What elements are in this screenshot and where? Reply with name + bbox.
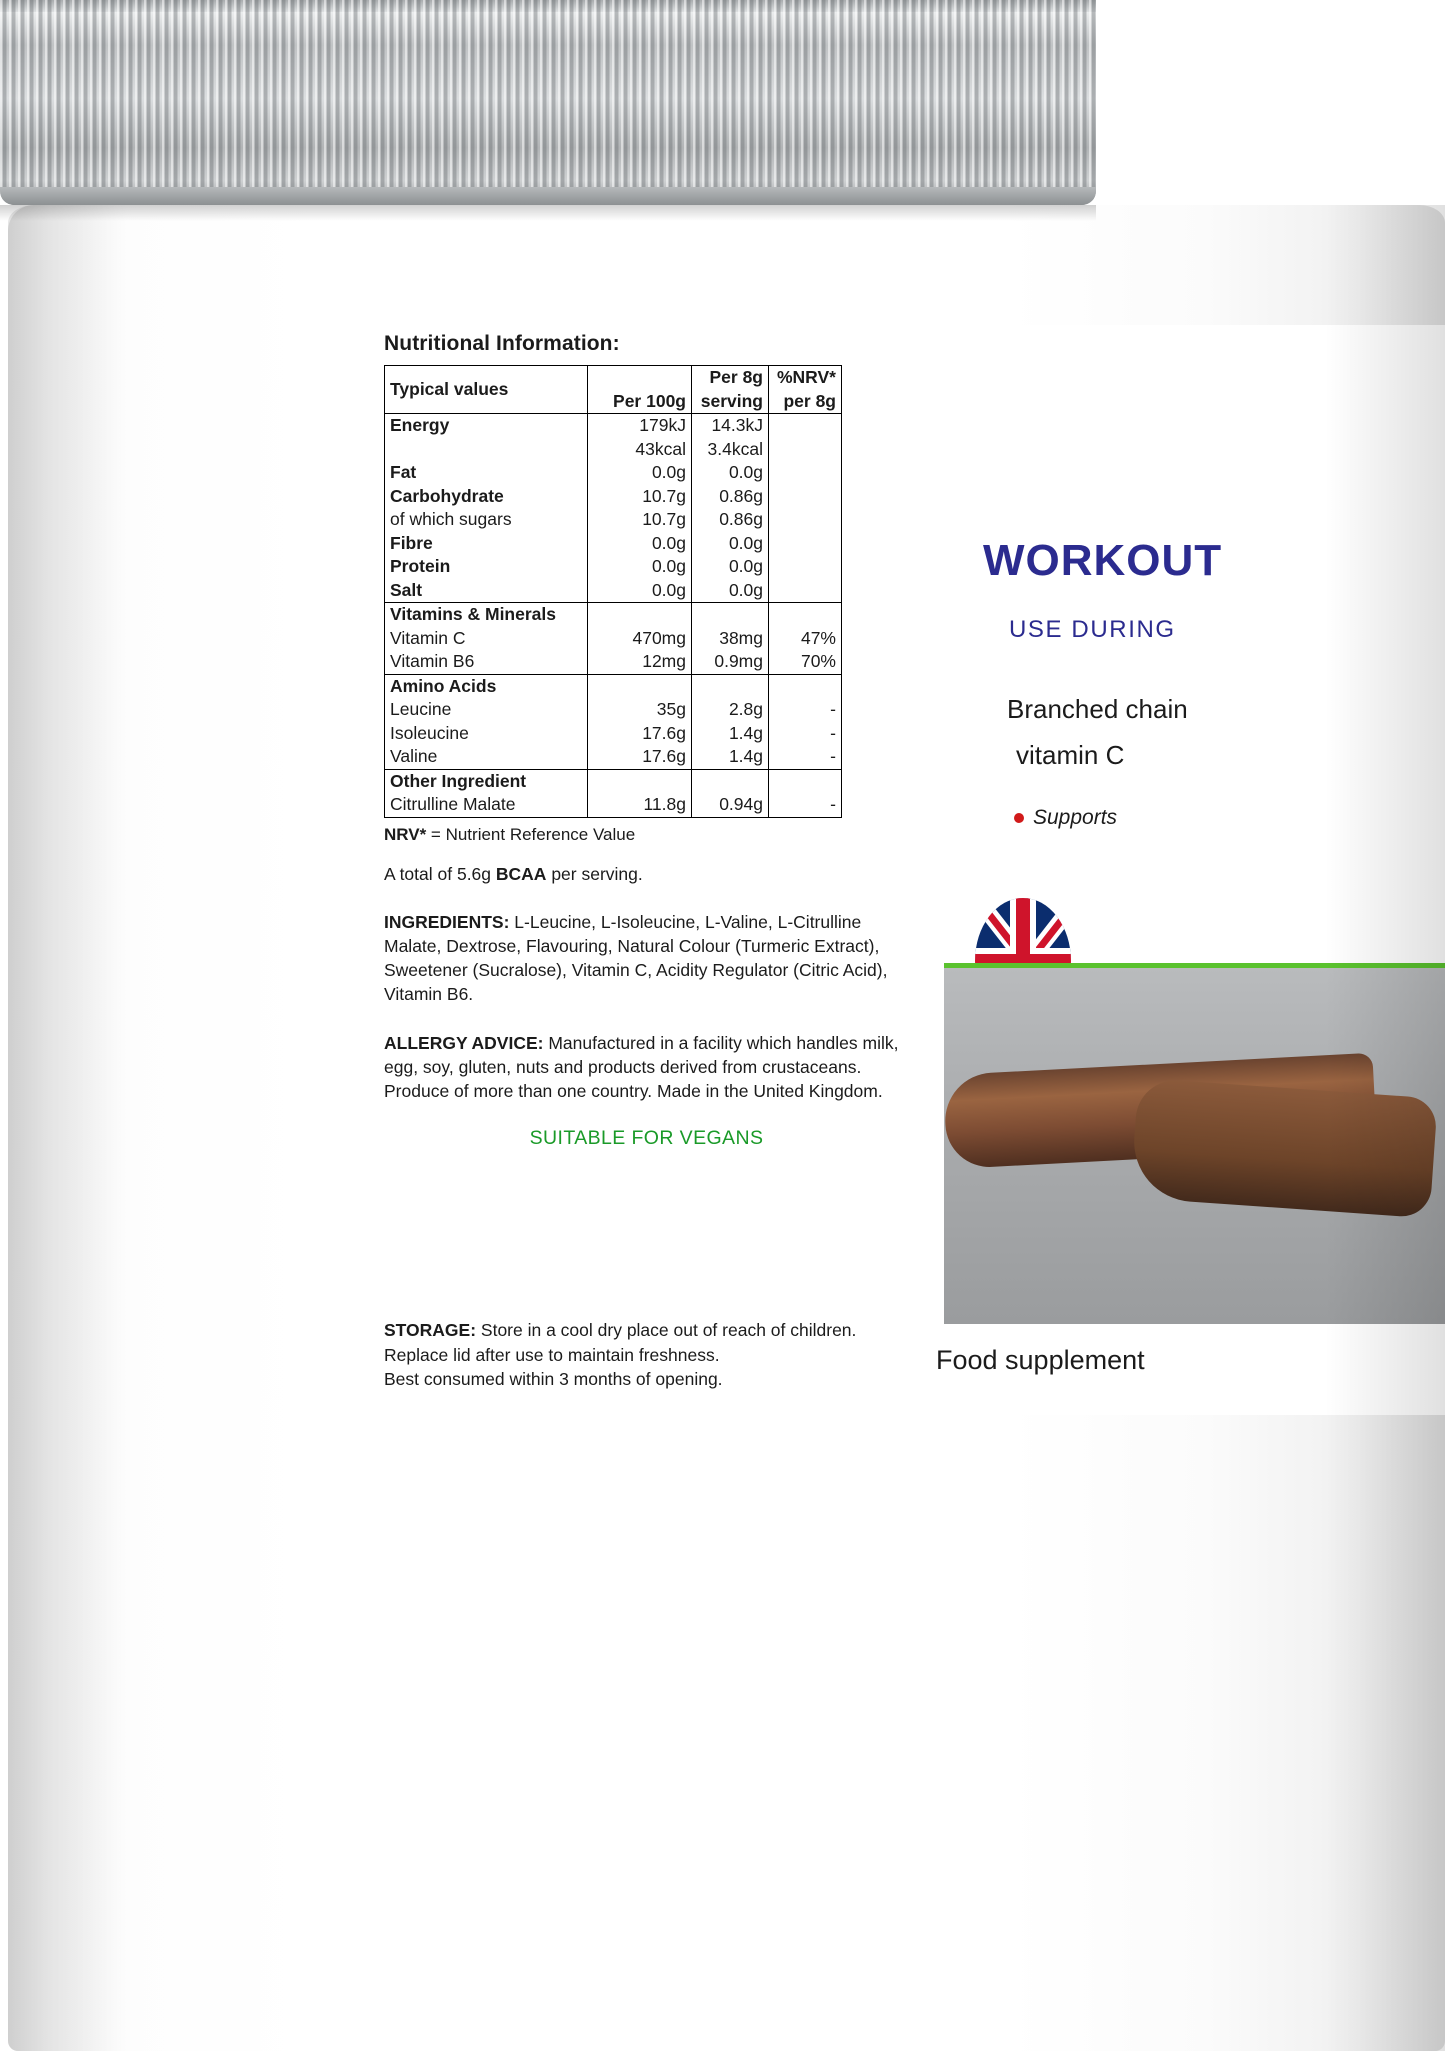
allergy-text: Manufactured in a facility which handles milk, egg, soy, gluten, nuts and products derived from crustaceans. Produce of more than one country. Made in the United Kingdom. (384, 1032, 899, 1101)
header-per-8g (692, 366, 769, 414)
nutrition-panel (384, 332, 914, 1150)
row-per100: 10.7g (588, 485, 692, 509)
row-label: Fat (390, 462, 417, 482)
vitamins-header-spacer2 (692, 603, 769, 627)
row-per100: 0.0g (588, 579, 692, 603)
row-label: Carbohydrate (390, 485, 504, 506)
row-label: Fibre (390, 532, 433, 553)
header-nrv-line1: %NRV* (776, 367, 836, 387)
front-desc-line1: Branched chain (1007, 694, 1188, 724)
row-label: Leucine (390, 699, 452, 719)
row-nrv (769, 485, 842, 509)
row-label: Valine (390, 746, 438, 766)
table-section-header (385, 674, 842, 698)
storage-line1: Store in a cool dry place out of reach of children. (476, 1320, 857, 1340)
row-label: of which sugars (390, 509, 512, 529)
row-per100: 0.0g (588, 555, 692, 579)
row-nrv (769, 579, 842, 603)
row-label: Vitamin C (390, 627, 466, 648)
row-label: Energy (390, 415, 450, 435)
amino-header-spacer (588, 674, 692, 698)
table-row (385, 579, 842, 603)
row-per8: 1.4g (692, 722, 769, 746)
row-per8: 1.4g (692, 745, 769, 769)
bcaa-note-post: per serving. (546, 863, 643, 884)
ingredients-text: L-Leucine, L-Isoleucine, L-Valine, L-Citrulline Malate, Dextrose, Flavouring, Natural Colour (Turmeric Extract), Sweetener (Sucralose), Vitamin C, Acidity Regulator (Citric Acid), Vitamin B6. (384, 911, 888, 1004)
row-per100: 17.6g (588, 745, 692, 769)
storage-line3: Best consumed within 3 months of opening. (384, 1369, 723, 1389)
table-row (385, 414, 842, 438)
table-row (385, 793, 842, 817)
row-per100: 10.7g (588, 508, 692, 532)
amino-header-spacer3 (769, 674, 842, 698)
table-row (385, 627, 842, 651)
bcaa-note-pre: A total of 5.6g (384, 863, 496, 884)
row-label: Salt (390, 579, 423, 600)
row-per8: 38mg (692, 627, 769, 651)
row-per8: 2.8g (692, 698, 769, 722)
row-nrv: 47% (769, 627, 842, 651)
table-row (385, 650, 842, 674)
ingredients-label: INGREDIENTS: (384, 911, 510, 932)
table-row (385, 461, 842, 485)
table-row (385, 722, 842, 746)
front-title: WORKOUT (983, 536, 1223, 585)
jar-lid (0, 0, 1096, 205)
nutrition-heading: Nutritional Information: (384, 332, 620, 355)
row-per100: 11.8g (588, 793, 692, 817)
row-per8: 3.4kcal (692, 438, 769, 462)
header-nrv (769, 366, 842, 414)
row-per8: 0.0g (692, 579, 769, 603)
lid-ribs (0, 0, 1096, 205)
other-header: Other Ingredient (390, 770, 527, 791)
row-nrv: - (769, 722, 842, 746)
table-header-row (385, 366, 842, 414)
row-nrv (769, 438, 842, 462)
table-row (385, 508, 842, 532)
nrv-footnote (384, 825, 914, 845)
bcaa-note (384, 864, 914, 885)
row-per8: 0.86g (692, 485, 769, 509)
storage-paragraph (384, 1318, 924, 1392)
vitamins-header-spacer3 (769, 603, 842, 627)
table-section-header (385, 769, 842, 793)
allergy-label: ALLERGY ADVICE: (384, 1032, 544, 1053)
row-label: Protein (390, 556, 451, 576)
row-label: Citrulline Malate (390, 794, 516, 814)
vitamins-header: Vitamins & Minerals (390, 604, 556, 624)
lid-shadow (0, 205, 1096, 221)
row-per100: 179kJ (588, 414, 692, 438)
row-nrv (769, 532, 842, 556)
food-supplement-text: Food supplement (936, 1345, 1145, 1375)
row-nrv (769, 508, 842, 532)
header-nrv-line2: per 8g (783, 390, 836, 411)
label-photo-band (944, 968, 1445, 1324)
table-row (385, 745, 842, 769)
header-per-8g-line1: Per 8g (709, 367, 763, 387)
row-per100: 0.0g (588, 532, 692, 556)
allergy-paragraph (384, 1031, 909, 1103)
row-nrv: - (769, 745, 842, 769)
athlete-forearm-photo (1130, 1078, 1438, 1219)
row-per100: 35g (588, 698, 692, 722)
row-nrv: 70% (769, 650, 842, 674)
table-row (385, 532, 842, 556)
table-row (385, 438, 842, 462)
front-subtitle: USE DURING (1009, 616, 1176, 643)
front-bullet-1 (1014, 806, 1117, 830)
vitamins-header-spacer (588, 603, 692, 627)
table-row (385, 485, 842, 509)
nutrition-table (384, 365, 842, 818)
amino-header: Amino Acids (390, 675, 497, 696)
row-nrv (769, 555, 842, 579)
row-per8: 0.0g (692, 532, 769, 556)
row-per8: 0.94g (692, 793, 769, 817)
other-header-spacer3 (769, 769, 842, 793)
row-per8: 14.3kJ (692, 414, 769, 438)
ingredients-paragraph (384, 910, 909, 1006)
storage-label: STORAGE: (384, 1320, 477, 1340)
row-nrv (769, 414, 842, 438)
lid-bottom-edge (0, 187, 1096, 205)
row-label: Vitamin B6 (390, 651, 475, 671)
suitable-for-vegans: SUITABLE FOR VEGANS (529, 1126, 764, 1149)
header-per-100g: Per 100g (588, 366, 692, 414)
row-per100: 17.6g (588, 722, 692, 746)
front-desc-line2: vitamin C (1016, 740, 1125, 770)
row-per8: 0.0g (692, 555, 769, 579)
nrv-footnote-text: = Nutrient Reference Value (426, 824, 636, 844)
row-label (385, 438, 588, 462)
storage-line2: Replace lid after use to maintain freshness. (384, 1344, 720, 1365)
other-header-spacer (588, 769, 692, 793)
front-bullet-1-label: Supports (1033, 806, 1118, 829)
bcaa-note-term: BCAA (495, 863, 547, 884)
row-per100: 12mg (588, 650, 692, 674)
nrv-footnote-abbr: NRV* (384, 824, 427, 844)
row-per8: 0.0g (692, 461, 769, 485)
row-nrv: - (769, 698, 842, 722)
table-row (385, 555, 842, 579)
bullet-dot-icon (1014, 813, 1024, 823)
row-per8: 0.86g (692, 508, 769, 532)
row-per8: 0.9mg (692, 650, 769, 674)
table-section-header (385, 603, 842, 627)
header-typical-values: Typical values (390, 378, 509, 399)
row-nrv (769, 461, 842, 485)
other-header-spacer2 (692, 769, 769, 793)
row-label: Isoleucine (390, 722, 469, 743)
header-per-8g-line2: serving (700, 390, 763, 411)
amino-header-spacer2 (692, 674, 769, 698)
row-per100: 470mg (588, 627, 692, 651)
table-row (385, 698, 842, 722)
row-per100: 43kcal (588, 438, 692, 462)
row-nrv: - (769, 793, 842, 817)
row-per100: 0.0g (588, 461, 692, 485)
